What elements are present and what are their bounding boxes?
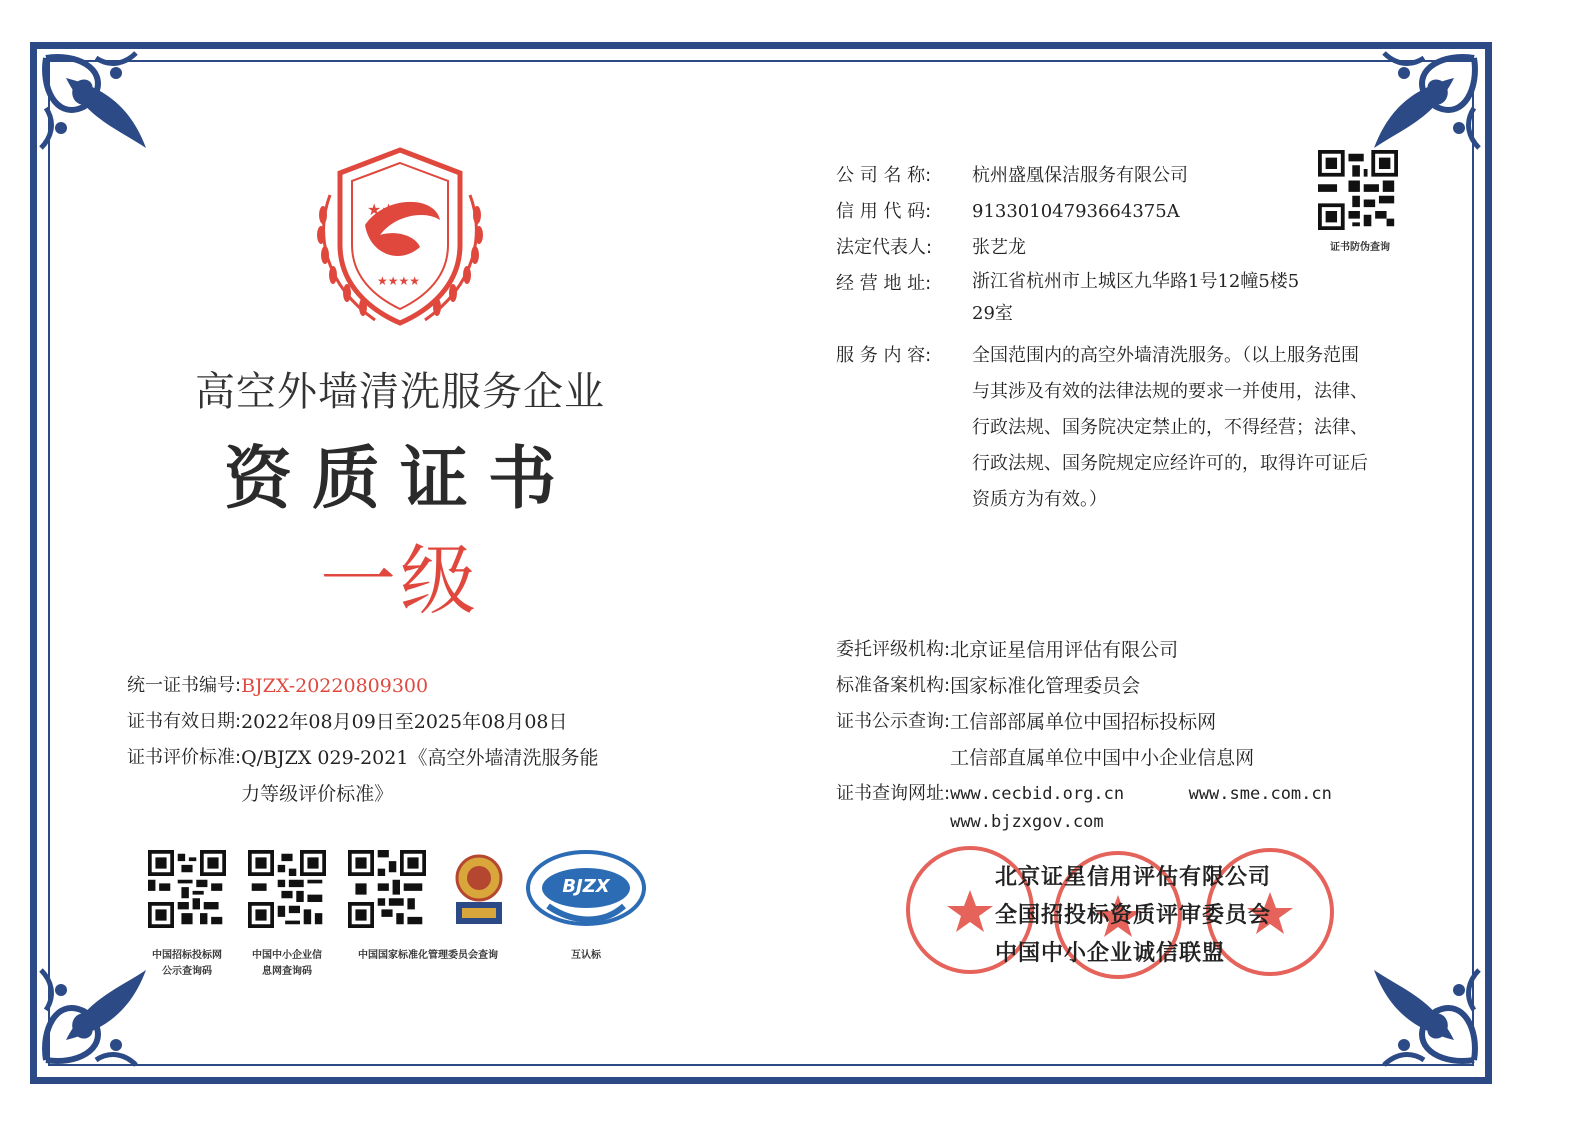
certificate-subtitle: 资质证书 xyxy=(223,439,576,519)
url-value xyxy=(950,776,1396,836)
public-query-label: 证书公示查询: xyxy=(836,711,951,732)
legal-rep-label: 法定代表人: xyxy=(836,237,933,258)
credit-code-value: 91330104793664375A xyxy=(972,201,1180,222)
company-name-label: 公 司 名 称: xyxy=(836,165,932,186)
qr-code-icon[interactable] xyxy=(148,850,226,928)
rating-org-value: 北京证星信用评估有限公司 xyxy=(950,639,1179,661)
address-line-1: 浙江省杭州市上城区九华路1号12幢5楼5 xyxy=(972,271,1300,292)
company-details xyxy=(836,158,1396,518)
filing-org-value: 国家标准化管理委员会 xyxy=(950,675,1141,697)
qr-code-icon[interactable] xyxy=(248,850,326,928)
issuer-name: 北京证星信用评估有限公司 xyxy=(995,864,1272,890)
corner-ornament-icon xyxy=(1364,950,1484,1070)
address-line-2: 29室 xyxy=(972,303,1013,324)
qr-caption-line: 中国招标投标网 xyxy=(152,950,222,961)
url-link[interactable]: www.cecbid.org.cn xyxy=(950,784,1125,804)
standard-label: 证书评价标准: xyxy=(127,747,242,768)
company-name-value: 杭州盛凰保洁服务有限公司 xyxy=(972,165,1188,186)
scope-value xyxy=(972,338,1396,518)
verify-qr-caption: 证书防伪查询 xyxy=(1330,242,1390,253)
legal-rep-value: 张艺龙 xyxy=(972,237,1026,258)
qr-code-row xyxy=(142,848,672,988)
shield-emblem-icon xyxy=(285,135,515,335)
credit-code-label: 信 用 代 码: xyxy=(836,201,932,222)
scope-label: 服 务 内 容: xyxy=(836,345,932,366)
scope-line: 行政法规、国务院规定应经许可的，取得许可证后 xyxy=(972,453,1368,474)
scope-line: 全国范围内的高空外墙清洗服务。（以上服务范围 xyxy=(972,345,1359,366)
standard-line-1: Q/BJZX 029-2021《高空外墙清洗服务能 xyxy=(241,747,599,769)
issuer-name: 中国中小企业诚信联盟 xyxy=(995,940,1226,966)
filing-org-label: 标准备案机构: xyxy=(836,675,951,696)
address-value xyxy=(972,266,1396,330)
certificate-title: 高空外墙清洗服务企业 xyxy=(195,369,605,415)
standard-line-2: 力等级评价标准》 xyxy=(241,783,394,805)
qr-caption-line: 公示查询码 xyxy=(162,966,212,977)
scope-line: 与其涉及有效的法律法规的要求一并使用，法律、 xyxy=(972,381,1368,402)
validity-label: 证书有效日期: xyxy=(127,711,242,732)
qr-caption-line: 息网查询码 xyxy=(262,966,312,977)
qr-caption xyxy=(338,948,518,964)
scope-line: 行政法规、国务院决定禁止的，不得经营；法律、 xyxy=(972,417,1368,438)
validity-value: 2022年08月09日至2025年08月08日 xyxy=(241,711,568,733)
qr-caption xyxy=(138,948,236,980)
address-label: 经 营 地 址: xyxy=(836,273,932,294)
bjzx-logo-text: BJZX xyxy=(562,876,610,897)
verify-qr-code-icon[interactable] xyxy=(1318,150,1398,230)
national-emblem-icon xyxy=(444,848,514,932)
url-link[interactable]: www.bjzxgov.com xyxy=(950,812,1104,832)
url-label: 证书查询网址: xyxy=(836,783,951,804)
rating-org-label: 委托评级机构: xyxy=(836,639,951,660)
cert-no-value: BJZX-20220809300 xyxy=(241,675,429,697)
url-link[interactable]: www.sme.com.cn xyxy=(1188,784,1332,804)
qr-caption-line: 中国中小企业信 xyxy=(252,950,322,961)
svg-text:★★★★: ★★★★ xyxy=(377,274,421,288)
issuer-details xyxy=(836,632,1396,836)
issuer-names xyxy=(995,858,1315,972)
cert-no-label: 统一证书编号: xyxy=(127,675,242,696)
certificate-details-left xyxy=(127,668,687,812)
public-query-value xyxy=(950,704,1396,776)
bjzx-caption: 互认标 xyxy=(571,950,601,961)
qr-code-icon[interactable] xyxy=(348,850,426,928)
qr-caption-line: 中国国家标准化管理委员会查询 xyxy=(358,950,498,961)
public-query-line: 工信部部属单位中国招标投标网 xyxy=(950,711,1217,733)
public-query-line: 工信部直属单位中国中小企业信息网 xyxy=(950,747,1255,769)
svg-text:★★★: ★★★ xyxy=(367,200,411,219)
certificate-grade: 一级 xyxy=(320,536,480,625)
standard-value xyxy=(241,740,687,812)
issuer-name: 全国招投标资质评审委员会 xyxy=(995,902,1272,928)
qr-caption xyxy=(238,948,336,980)
scope-line: 资质方为有效。） xyxy=(972,489,1107,510)
corner-ornament-icon xyxy=(36,48,156,168)
